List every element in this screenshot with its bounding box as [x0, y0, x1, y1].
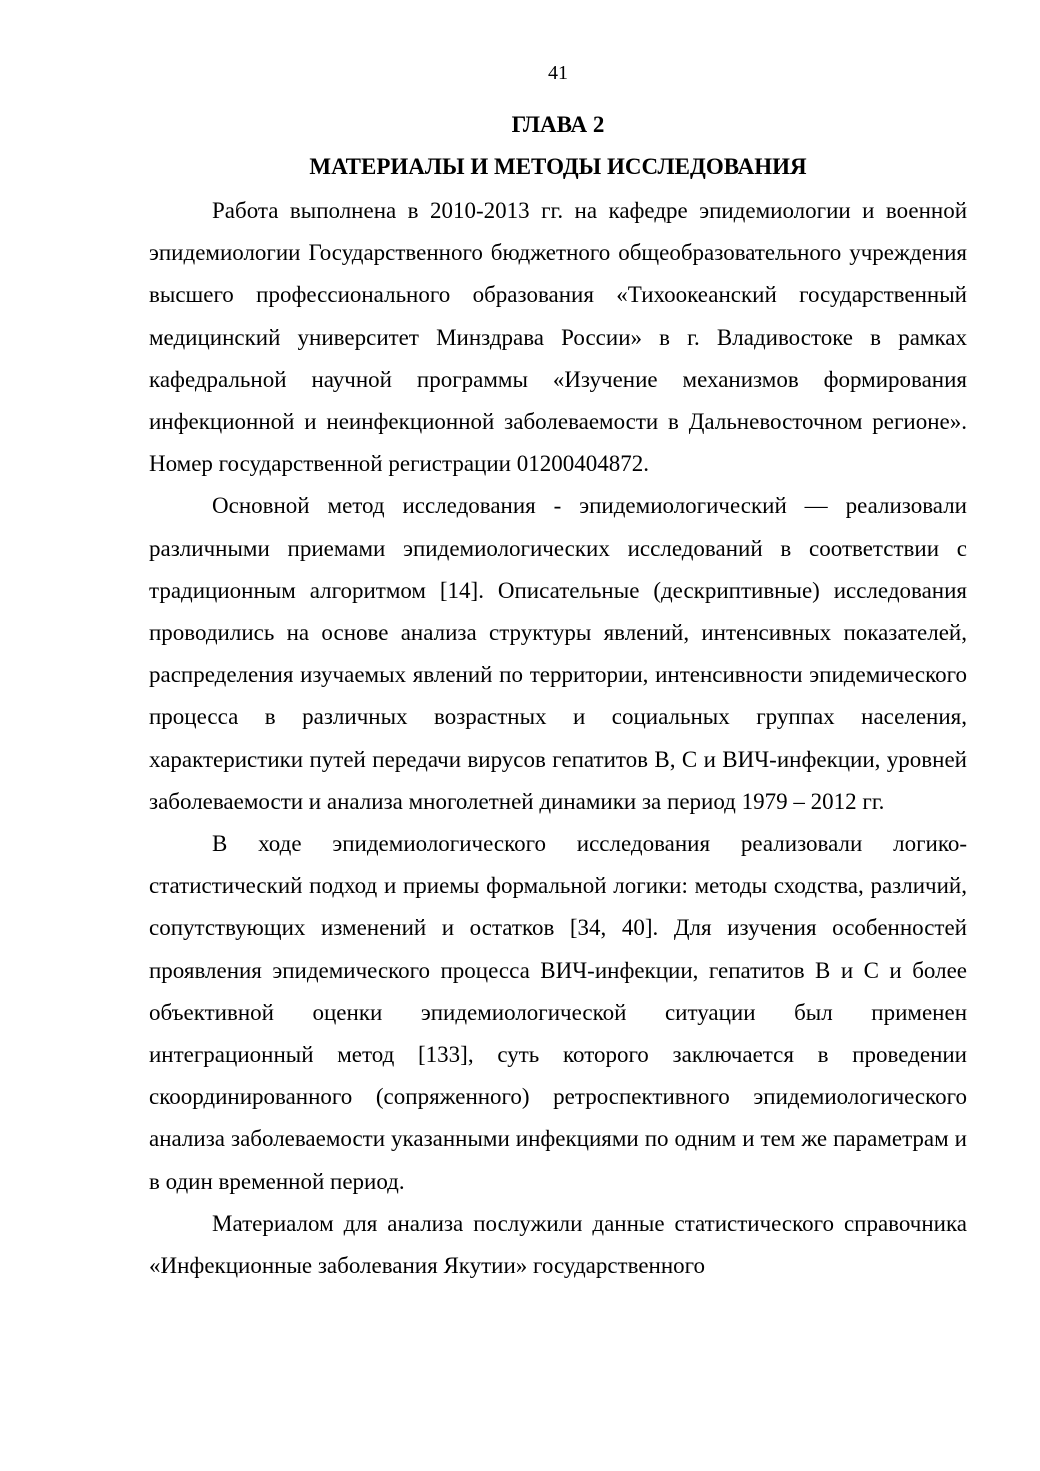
paragraph-analysis-approach: В ходе эпидемиологического исследования реализовали логико-статистический подход и приемы формальной логики: методы сходства, различий, сопутствующих изменений и остатков [34, 40]. Для изучения особенностей проявления эпидемического процесса ВИЧ-инфекции, гепатитов В и С и более объективной оценки эпидемиологической ситуации был применен интеграционный метод [133], суть которого заключается в проведении скоординированного (сопряженного) ретроспективного эпидемиологического анализа заболеваемости указанными инфекциями по одним и тем же параметрам и в один временной период.: [149, 831, 967, 1194]
chapter-subtitle: МАТЕРИАЛЫ И МЕТОДЫ ИССЛЕДОВАНИЯ: [309, 154, 807, 179]
paragraph-main-method: Основной метод исследования - эпидемиологический — реализовали различными приемами эпидемиологических исследований в соответствии с традиционным алгоритмом [14]. Описательные (дескриптивные) исследования проводились на основе анализа структуры явлений, интенсивных показателей, распределения изучаемых явлений по территории, интенсивности эпидемического процесса в различных возрастных и социальных группах населения, характеристики путей передачи вирусов гепатитов В, С и ВИЧ-инфекции, уровней заболеваемости и анализа многолетней динамики за период 1979 – 2012 гг.: [149, 493, 967, 814]
chapter-title: ГЛАВА 2: [511, 112, 605, 137]
paragraph-materials: Материалом для анализа послужили данные статистического справочника «Инфекционные заболевания Якутии» государственного: [149, 1210, 967, 1279]
page-number: 41: [548, 62, 568, 84]
body-text: [149, 190, 967, 1287]
paragraph-study-context: Работа выполнена в 2010-2013 гг. на кафедре эпидемиологии и военной эпидемиологии Государственного бюджетного общеобразовательного учреждения высшего профессионального образования «Тихоокеанский государственный медицинский университет Минздрава России» в г. Владивостоке в рамках кафедральной научной программы «Изучение механизмов формирования инфекционной и неинфекционной заболеваемости в Дальневосточном регионе». Номер государственной регистрации 01200404872.: [149, 198, 967, 477]
